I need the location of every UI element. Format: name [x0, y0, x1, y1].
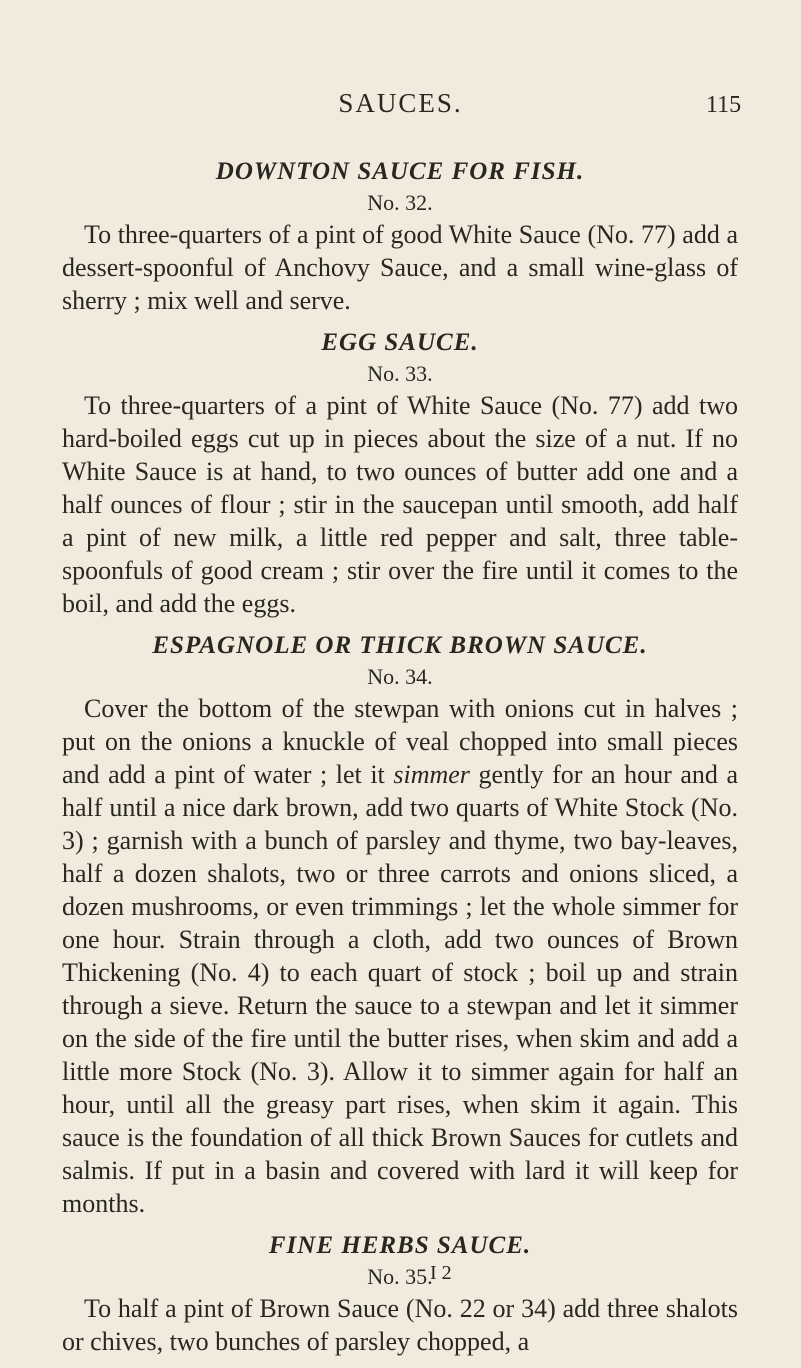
recipe-egg-sauce — [62, 327, 738, 620]
recipe-downton-sauce — [62, 156, 738, 317]
page-number: 115 — [706, 92, 742, 118]
recipe-body — [62, 692, 738, 1220]
recipe-body: To three-quarters of a pint of good White Sauce (No. 77) add a dessert-spoonful of Anchovy Sauce, and a small wine-glass of sherry ; mix well and serve. — [62, 220, 738, 315]
recipe-body: To three-quarters of a pint of White Sauce (No. 77) add two hard-boiled eggs cut up in pieces about the size of a nut. If no White Sauce is at hand, to two ounces of butter add one and a half ounces of flour ; stir in the saucepan until smooth, add half a pint of new milk, a little red pepper and salt, three table-spoonfuls of good cream ; stir over the fire until it comes to the boil, and add the eggs. — [62, 391, 738, 618]
recipe-title: ESPAGNOLE OR THICK BROWN SAUCE. — [152, 632, 648, 659]
recipe-number: No. 33. — [367, 361, 433, 386]
recipe-body-emphasis: simmer — [393, 760, 470, 789]
recipe-body-part: Cover the bottom of the stewpan with onions cut in halves ; put on the onions a knuckle of veal chopped into small pieces and add a pint of water ; let it — [62, 694, 738, 789]
running-head: SAUCES. — [338, 88, 463, 118]
recipe-fine-herbs-sauce — [62, 1230, 738, 1358]
page-content — [62, 156, 738, 1368]
recipe-body-part: gently for an hour and a half until a nice dark brown, add two quarts of White Stock (No. 3) ; garnish with a bunch of parsley and thyme, two bay-leaves, half a dozen shalots, two or three carrots and onions sliced, a dozen mushrooms, or even trimmings ; let the whole simmer for one hour. Strain through a cloth, add two ounces of Brown Thickening (No. 4) to each quart of stock ; boil up and strain through a sieve. Return the sauce to a stewpan and let it simmer on the side of the fire until the butter rises, when skim and add a little more Stock (No. 3). Allow it to simmer again for half an hour, until all the greasy part rises, when skim it again. This sauce is the foundation of all thick Brown Sauces for cutlets and salmis. If put in a basin and covered with lard it will keep for months. — [62, 760, 739, 1218]
recipe-title: DOWNTON SAUCE FOR FISH. — [215, 158, 585, 185]
recipe-title: EGG SAUCE. — [321, 329, 479, 356]
recipe-number: No. 35. — [367, 1264, 433, 1289]
recipe-espagnole-sauce — [62, 630, 738, 1220]
recipe-body: To half a pint of Brown Sauce (No. 22 or 34) add three shalots or chives, two bunches of parsley chopped, a — [62, 1294, 738, 1356]
recipe-number: No. 32. — [367, 190, 433, 215]
recipe-title: FINE HERBS SAUCE. — [268, 1232, 532, 1259]
signature-mark: I 2 — [430, 1262, 452, 1284]
recipe-number: No. 34. — [367, 664, 433, 689]
